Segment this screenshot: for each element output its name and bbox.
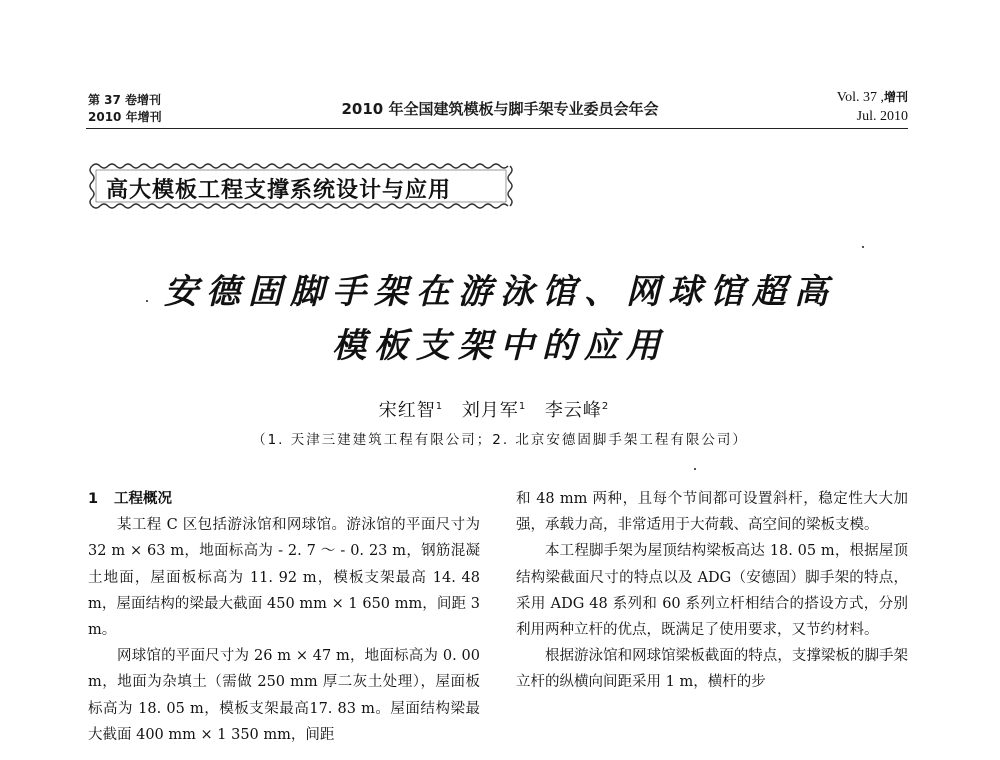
column-title: 高大模板工程支撑系统设计与应用 xyxy=(106,178,452,203)
author-name: 刘月军 xyxy=(461,400,519,421)
section-number: 1 xyxy=(88,491,99,507)
body-column-right xyxy=(516,486,908,696)
author-name: 宋红智 xyxy=(378,400,436,421)
paragraph: 和 48 mm 两种，且每个节间都可设置斜杆，稳定性大大加强，承载力高，非常适用于大荷载、高空间的梁板支模。 xyxy=(516,491,908,534)
conference-name: 2010 年全国建筑模板与脚手架专业委员会年会 xyxy=(341,100,659,118)
author-list xyxy=(0,396,1000,422)
paragraph: 本工程脚手架为屋顶结构梁板高达 18. 05 m，根据屋顶结构梁截面尺寸的特点以及 ADG（安德固）脚手架的特点，采用 ADG 48 系列和 60 系列立杆相结合的搭设方式，分别利用两种立杆的优点，既满足了使用要求，又节约材料。 xyxy=(516,543,908,639)
header-rule xyxy=(86,128,908,129)
body-column-left xyxy=(88,486,480,748)
speck xyxy=(694,468,696,470)
paragraph: 某工程 C 区包括游泳馆和网球馆。游泳馆的平面尺寸为 32 m × 63 m，地面标高为 - 2. 7 ～ - 0. 23 m，钢筋混凝土地面，屋面板标高为 11. 92 m，模板支架最高 14. 48 m，屋面结构的梁最大截面 450 mm × 1 650 mm，间距 3 m。 xyxy=(88,517,480,639)
author-name: 李云峰 xyxy=(544,400,602,421)
article-title-line-2: 模板支架中的应用 xyxy=(332,326,668,366)
paragraph: 根据游泳馆和网球馆梁板截面的特点，支撑梁板的脚手架立杆的纵横向间距采用 1 m，横杆的步 xyxy=(516,648,908,691)
volume-english: Vol. 37 ,增刊 xyxy=(836,90,908,105)
article-title-line-1: 安德固脚手架在游泳馆、网球馆超高 xyxy=(164,272,836,312)
speck xyxy=(146,300,148,302)
affiliation-mark: 2 xyxy=(601,401,610,412)
affiliation-mark: 1 xyxy=(435,401,444,412)
column-banner xyxy=(86,160,518,212)
journal-header-right xyxy=(837,88,908,126)
year-issue: 2010 年增刊 xyxy=(88,110,162,124)
speck xyxy=(862,246,864,248)
section-heading xyxy=(88,486,480,512)
paragraph: 网球馆的平面尺寸为 26 m × 47 m，地面标高为 0. 00 m，地面为杂填土（需做 250 mm 厚二灰土处理），屋面板标高为 18. 05 m，模板支架最高17. 83 m。屋面结构梁最大截面 400 mm × 1 350 mm，间距 xyxy=(88,648,480,743)
affiliations: （1. 天津三建建筑工程有限公司；2. 北京安德固脚手架工程有限公司） xyxy=(252,432,748,448)
date-english: Jul. 2010 xyxy=(856,109,908,124)
volume-issue: 第 37 卷增刊 xyxy=(88,93,162,107)
affiliation-mark: 1 xyxy=(518,401,527,412)
section-title: 工程概况 xyxy=(114,491,172,507)
